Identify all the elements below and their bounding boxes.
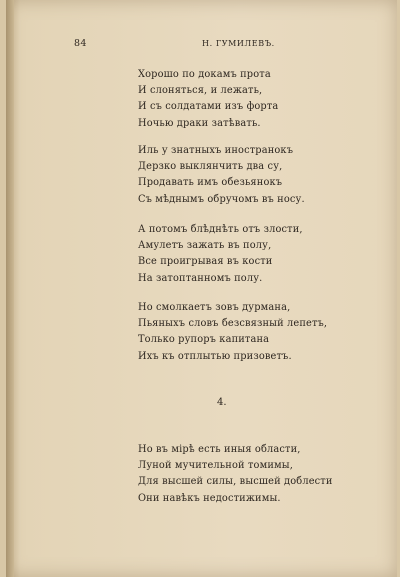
section-number: 4. <box>217 397 227 408</box>
verse-line: Луной мучительной томимы, <box>138 460 293 472</box>
verse-line: Только рупоръ капитана <box>138 334 270 346</box>
verse-line: Они навѣкъ недостижимы. <box>138 492 281 504</box>
verse-line: Ночью драки затѣвать. <box>138 117 261 129</box>
stanza-2 <box>138 143 305 208</box>
verse-line: Хорошо по докамъ прота <box>138 69 271 80</box>
verse-line: Амулетъ зажать въ полу, <box>138 240 272 252</box>
verse-line: Но въ мірѣ есть иныя области, <box>138 444 301 455</box>
verse-line: Иль у знатныхъ иностранокъ <box>138 145 294 156</box>
stanza-5 <box>138 442 333 507</box>
verse-line: И слоняться, и лежать, <box>138 85 263 97</box>
page-number: 84 <box>74 38 87 49</box>
verse-line: Дерзко выклянчить два су, <box>138 161 283 173</box>
verse-line: Съ мѣднымъ обручомъ въ носу. <box>138 193 305 205</box>
verse-line: Все проигрывая въ кости <box>138 256 273 268</box>
page-binding-edge <box>6 0 14 577</box>
verse-line: И съ солдатами изъ форта <box>138 101 279 113</box>
book-page <box>6 0 397 577</box>
verse-line: Но смолкаетъ зовъ дурмана, <box>138 302 291 313</box>
verse-line: На затоптанномъ полу. <box>138 272 263 284</box>
stanza-4 <box>138 300 327 365</box>
verse-line: Для высшей силы, высшей доблести <box>138 476 333 488</box>
verse-line: А потомъ блѣднѣть отъ злости, <box>138 224 303 235</box>
stanza-1 <box>138 67 278 132</box>
stanza-3 <box>138 222 303 287</box>
verse-line: Ихъ къ отплытью призоветъ. <box>138 350 292 362</box>
verse-line: Продавать имъ обезьянокъ <box>138 177 283 189</box>
running-head: Н. ГУМИЛЕВЪ. <box>202 39 275 48</box>
verse-line: Пьяныхъ словъ безсвязный лепетъ, <box>138 318 328 330</box>
